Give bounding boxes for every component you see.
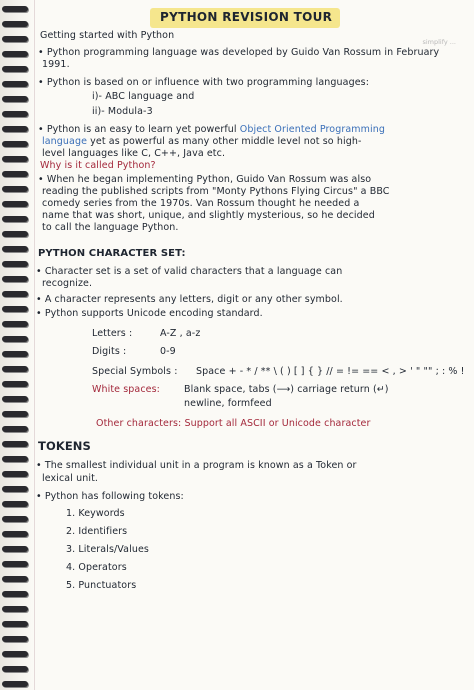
- binding-ring: [2, 126, 28, 132]
- other-characters: Other characters: Support all ASCII or Unicode character: [96, 418, 371, 429]
- token-item: 2. Identifiers: [66, 526, 128, 537]
- intro-bullet-1-line-2: 1991.: [42, 59, 70, 70]
- intro-heading: Getting started with Python: [40, 30, 175, 41]
- binding-ring: [2, 261, 28, 267]
- margin-line: [34, 0, 35, 690]
- intro-bullet-4-line-2: reading the published scripts from "Monty Pythons Flying Circus" a BBC: [42, 186, 390, 197]
- binding-ring: [2, 606, 28, 612]
- digits-value: 0-9: [160, 346, 176, 357]
- binding-ring: [2, 66, 28, 72]
- binding-ring: [2, 381, 28, 387]
- binding-ring: [2, 471, 28, 477]
- binding-ring: [2, 336, 28, 342]
- spiral-binding: [0, 0, 34, 690]
- tokens-bullet-2-text: Python has following tokens:: [44, 491, 184, 502]
- binding-ring: [2, 576, 28, 582]
- charset-bullet-2-text: A character represents any letters, digit or any other symbol.: [44, 294, 343, 305]
- intro-bullet-2-line-1: Python is based on or influence with two programming languages:: [46, 77, 369, 88]
- binding-ring: [2, 111, 28, 117]
- binding-ring: [2, 321, 28, 327]
- letters-value: A-Z , a-z: [160, 328, 201, 339]
- charset-bullet-1-line-1: Character set is a set of valid characters that a language can: [44, 266, 343, 277]
- binding-ring: [2, 396, 28, 402]
- binding-ring: [2, 216, 28, 222]
- binding-ring: [2, 306, 28, 312]
- language-term: language: [42, 136, 88, 147]
- intro-bullet-1: • Python programming language was developed by Guido Van Rossum in February: [38, 47, 440, 58]
- binding-ring: [2, 561, 28, 567]
- binding-ring: [2, 621, 28, 627]
- binding-ring: [2, 426, 28, 432]
- binding-ring: [2, 96, 28, 102]
- binding-ring: [2, 6, 28, 12]
- special-symbols-value: Space + - * / ** \ ( ) [ ] { } // = != == < , > ' " "" ; : % !: [196, 366, 465, 377]
- watermark: simplify ...: [422, 38, 456, 46]
- tokens-heading: TOKENS: [38, 439, 91, 453]
- intro-bullet-4-line-1: When he began implementing Python, Guido Van Rossum was also: [46, 174, 372, 185]
- token-item: 5. Punctuators: [66, 580, 137, 591]
- language-item-1: i)- ABC language and: [92, 91, 195, 102]
- letters-label: Letters :: [92, 328, 133, 339]
- binding-ring: [2, 171, 28, 177]
- white-spaces-label: White spaces:: [92, 384, 160, 395]
- binding-ring: [2, 141, 28, 147]
- white-spaces-value-2: newline, formfeed: [184, 398, 272, 409]
- charset-bullet-1: • Character set is a set of valid characters that a language can: [36, 266, 343, 277]
- page-title: PYTHON REVISION TOUR: [160, 10, 333, 24]
- digits-label: Digits :: [92, 346, 127, 357]
- charset-heading: PYTHON CHARACTER SET:: [38, 248, 186, 259]
- tokens-bullet-1-line-2: lexical unit.: [42, 473, 99, 484]
- binding-ring: [2, 441, 28, 447]
- binding-ring: [2, 666, 28, 672]
- tokens-bullet-2: • Python has following tokens:: [36, 491, 184, 502]
- intro-bullet-4-line-5: to call the language Python.: [42, 222, 179, 233]
- binding-ring: [2, 591, 28, 597]
- binding-ring: [2, 366, 28, 372]
- why-python-question: Why is it called Python?: [40, 160, 156, 171]
- binding-ring: [2, 276, 28, 282]
- binding-ring: [2, 501, 28, 507]
- intro-bullet-3-text: Python is an easy to learn yet powerful: [46, 124, 237, 135]
- binding-ring: [2, 456, 28, 462]
- special-symbols-label: Special Symbols :: [92, 366, 178, 377]
- binding-ring: [2, 351, 28, 357]
- binding-ring: [2, 51, 28, 57]
- intro-bullet-3-line-3: level languages like C, C++, Java etc.: [42, 148, 226, 159]
- intro-bullet-4-line-3: comedy series from the 1970s. Van Rossum thought he needed a: [42, 198, 360, 209]
- binding-ring: [2, 186, 28, 192]
- intro-bullet-3-line-2: [42, 136, 361, 148]
- binding-ring: [2, 156, 28, 162]
- intro-bullet-2: • Python is based on or influence with two programming languages:: [38, 77, 369, 88]
- white-spaces-value-1: Blank space, tabs (⟶) carriage return (↵): [184, 384, 389, 395]
- intro-bullet-4-line-4: name that was short, unique, and slightly mysterious, so he decided: [42, 210, 375, 221]
- token-item: 1. Keywords: [66, 508, 125, 519]
- binding-ring: [2, 411, 28, 417]
- binding-ring: [2, 291, 28, 297]
- token-item: 3. Literals/Values: [66, 544, 149, 555]
- binding-ring: [2, 636, 28, 642]
- intro-bullet-3-line-2-text: yet as powerful as many other middle level not so high-: [90, 136, 362, 147]
- binding-ring: [2, 231, 28, 237]
- intro-bullet-1-line-1: Python programming language was developed by Guido Van Rossum in February: [46, 47, 440, 58]
- binding-ring: [2, 531, 28, 537]
- binding-ring: [2, 246, 28, 252]
- tokens-bullet-1: • The smallest individual unit in a program is known as a Token or: [36, 460, 357, 471]
- charset-bullet-3: • Python supports Unicode encoding standard.: [36, 308, 263, 319]
- binding-ring: [2, 516, 28, 522]
- intro-bullet-3: • Python is an easy to learn yet powerful Object Oriented Programming: [38, 124, 385, 135]
- charset-bullet-3-text: Python supports Unicode encoding standard.: [44, 308, 263, 319]
- binding-ring: [2, 546, 28, 552]
- binding-ring: [2, 36, 28, 42]
- charset-bullet-1-line-2: recognize.: [42, 278, 93, 289]
- tokens-bullet-1-line-1: The smallest individual unit in a program is known as a Token or: [44, 460, 357, 471]
- binding-ring: [2, 201, 28, 207]
- binding-ring: [2, 21, 28, 27]
- binding-ring: [2, 486, 28, 492]
- intro-bullet-4: • When he began implementing Python, Guido Van Rossum was also: [38, 174, 372, 185]
- charset-bullet-2: • A character represents any letters, digit or any other symbol.: [36, 294, 343, 305]
- binding-ring: [2, 651, 28, 657]
- binding-ring: [2, 81, 28, 87]
- token-item: 4. Operators: [66, 562, 127, 573]
- binding-ring: [2, 681, 28, 687]
- oop-term: Object Oriented Programming: [239, 124, 385, 135]
- language-item-2: ii)- Modula-3: [92, 106, 153, 117]
